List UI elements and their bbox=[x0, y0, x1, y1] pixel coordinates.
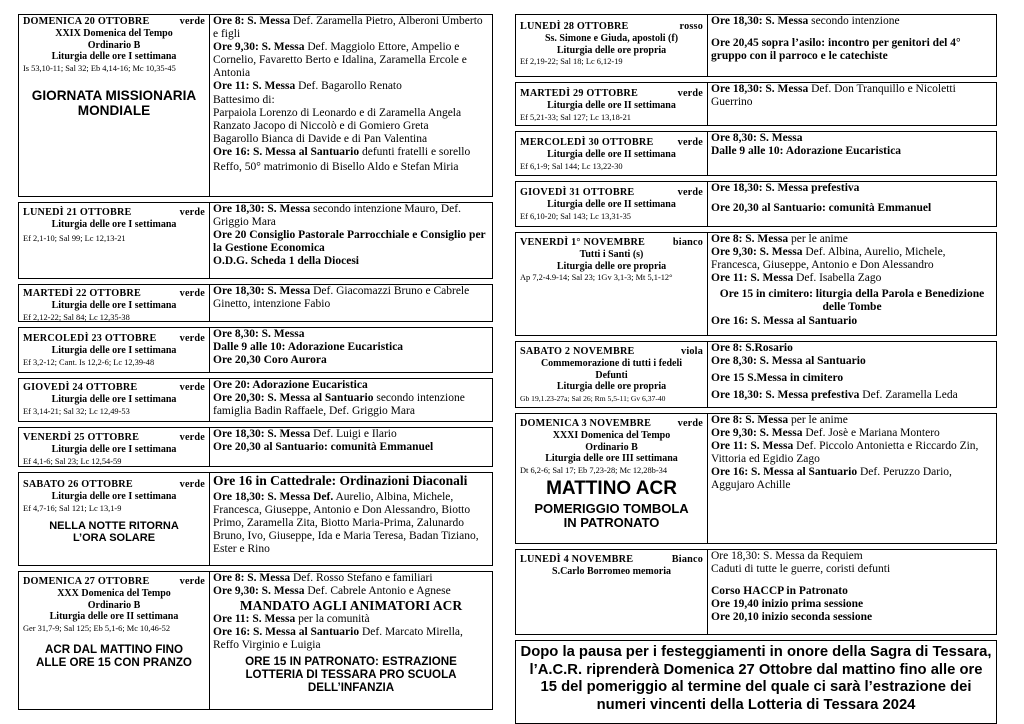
day-title: MERCOLEDÌ 30 OTTOBRE bbox=[520, 137, 654, 148]
event-text: defunti fratelli e sorello bbox=[359, 145, 471, 158]
event bbox=[711, 598, 993, 611]
event bbox=[711, 83, 993, 109]
event bbox=[213, 80, 489, 93]
event bbox=[711, 288, 993, 314]
event bbox=[213, 15, 489, 41]
events-cell bbox=[210, 328, 492, 372]
event bbox=[711, 563, 993, 576]
liturgy-line: Commemorazione di tutti i fedeli Defunti bbox=[540, 358, 683, 381]
liturgical-color: verde bbox=[677, 137, 703, 148]
day-header bbox=[520, 137, 703, 149]
event bbox=[213, 585, 489, 598]
day-row-2024-10-20 bbox=[18, 14, 493, 197]
event-bold: Ore 20,30: S. Messa al Santuario bbox=[213, 392, 374, 405]
event-bold: Ore 11: S. Messa bbox=[711, 440, 794, 453]
event-text: per le anime bbox=[788, 233, 848, 245]
right-column bbox=[515, 14, 997, 724]
event-text: Def. Bagarollo Renato bbox=[295, 80, 402, 93]
events-cell bbox=[708, 132, 996, 175]
event-bold: O.D.G. Scheda 1 della Diocesi bbox=[213, 255, 359, 268]
day-cell bbox=[19, 15, 210, 196]
liturgy-line: Liturgia delle ore I settimana bbox=[51, 394, 177, 405]
event bbox=[213, 354, 489, 367]
event bbox=[213, 255, 489, 268]
day-row-2024-11-03 bbox=[515, 413, 997, 544]
liturgy-line: Liturgia delle ore II settimana bbox=[49, 611, 179, 623]
day-title: LUNEDÌ 28 OTTOBRE bbox=[520, 21, 629, 32]
event bbox=[213, 341, 489, 354]
event-bold: Ore 20,30 al Santuario: comunità Emmanuel bbox=[213, 441, 434, 454]
day-header bbox=[520, 187, 703, 199]
event-text: Def. Piccolo Antonietta e Riccardo Zin, Vittoria ed Egidio Zago bbox=[711, 440, 979, 466]
event-text: Def. Rosso Stefano e familiari bbox=[290, 572, 433, 584]
liturgical-color: Bianco bbox=[671, 554, 703, 565]
events-cell bbox=[210, 285, 492, 321]
event-bold: MANDATO AGLI ANIMATORI ACR bbox=[239, 598, 463, 614]
events-cell bbox=[708, 342, 996, 407]
event-bold: Ore 8: S. Messa bbox=[213, 15, 291, 27]
events-cell bbox=[708, 15, 996, 76]
events-cell bbox=[210, 15, 492, 196]
event-bold: Ore 18,30: S. Messa bbox=[711, 83, 809, 95]
event bbox=[711, 427, 993, 440]
events-cell bbox=[210, 428, 492, 466]
event-bold: Ore 11: S. Messa bbox=[711, 272, 794, 285]
day-row-2024-10-31 bbox=[515, 181, 997, 227]
event bbox=[213, 441, 489, 454]
liturgy-line: Liturgia delle ore I settimana bbox=[51, 219, 177, 230]
event-text: Battesimo di: bbox=[213, 93, 275, 106]
event bbox=[711, 550, 993, 563]
event bbox=[213, 626, 489, 652]
event-bold: Ore 16: S. Messa al Santuario bbox=[711, 314, 858, 327]
liturgical-color: verde bbox=[179, 382, 205, 393]
event-bold: Ore 18,30: S. Messa bbox=[711, 15, 809, 27]
day-cell bbox=[516, 342, 708, 407]
event-text: Reffo, 50° matrimonio di Bisello Aldo e Stefan Miria bbox=[213, 161, 459, 174]
readings: Ef 2,12-22; Sal 84; Lc 12,35-38 bbox=[23, 312, 130, 322]
event-bold: Corso HACCP in Patronato bbox=[711, 585, 848, 598]
event-bold: Ore 9,30: S. Messa bbox=[213, 41, 305, 54]
liturgy-line: Liturgia delle ore I settimana bbox=[51, 51, 177, 63]
event bbox=[711, 576, 993, 585]
liturgical-color: verde bbox=[677, 187, 703, 198]
day-header bbox=[520, 237, 703, 249]
event-bold: Ore 18,30: S. Messa bbox=[213, 203, 311, 215]
liturgy-line: Liturgia delle ore II settimana bbox=[547, 100, 676, 111]
day-cell bbox=[516, 132, 708, 175]
event bbox=[711, 182, 993, 195]
day-header bbox=[520, 346, 703, 358]
event bbox=[711, 585, 993, 598]
special-note: ALLE ORE 15 CON PRANZO bbox=[36, 656, 192, 670]
event bbox=[711, 15, 993, 28]
event bbox=[711, 342, 993, 355]
event bbox=[213, 328, 489, 341]
day-title: LUNEDÌ 4 NOVEMBRE bbox=[520, 554, 634, 565]
special-note: GIORNATA MISSIONARIA MONDIALE bbox=[31, 87, 197, 118]
event-bold: Ore 20,10 inizio seconda sessione bbox=[711, 611, 873, 624]
liturgical-color: viola bbox=[681, 346, 703, 357]
event-bold: Ore 20 Consiglio Pastorale Parrocchiale e Consiglio per la Gestione Economica bbox=[213, 229, 486, 255]
day-cell bbox=[19, 428, 210, 466]
day-row-2024-10-23 bbox=[18, 327, 493, 373]
event-bold: ORE 15 IN PATRONATO: ESTRAZIONE LOTTERIA DI TESSARA PRO SCUOLA DELL’INFANZIA bbox=[245, 655, 457, 695]
liturgical-color: verde bbox=[179, 432, 205, 443]
day-cell bbox=[516, 550, 708, 634]
event-text: Def. Albina, Aurelio, Michele, Francesca, Giuseppe, Antonio e Don Alessandro bbox=[711, 246, 946, 272]
day-row-2024-10-24 bbox=[18, 378, 493, 422]
event-text: secondo intenzione Mauro, Def. Griggio Mara bbox=[213, 203, 461, 229]
event bbox=[213, 107, 489, 120]
liturgy-line: Ordinario B bbox=[87, 599, 141, 611]
liturgy-line: Liturgia delle ore propria bbox=[556, 44, 667, 56]
event-text: Def. Josè e Mariana Montero bbox=[802, 427, 940, 440]
day-title: SABATO 2 NOVEMBRE bbox=[520, 346, 635, 357]
day-cell bbox=[516, 233, 708, 335]
liturgy-line: XXX Domenica del Tempo bbox=[57, 588, 171, 599]
event-highlight bbox=[213, 473, 489, 489]
day-row-2024-10-22 bbox=[18, 284, 493, 322]
liturgy-line: Liturgia delle ore I settimana bbox=[51, 345, 177, 356]
event bbox=[213, 229, 489, 255]
event-text: Parpaiola Lorenzo di Leonardo e di Zaramella Angela bbox=[213, 106, 462, 119]
liturgy-line: Ss. Simone e Giuda, apostoli (f) bbox=[544, 33, 679, 44]
event-bold: Ore 8: S. Messa bbox=[711, 414, 789, 426]
special-note: ACR DAL MATTINO FINO bbox=[44, 642, 184, 656]
event-bold: Ore 16: S. Messa al Santuario bbox=[213, 145, 360, 158]
event-bold: Ore 15 in cimitero: liturgia della Parola e Benedizione delle Tombe bbox=[719, 288, 985, 314]
event-bold: Ore 16: S. Messa al Santuario bbox=[711, 466, 858, 479]
liturgy-line: Liturgia delle ore II settimana bbox=[547, 199, 676, 210]
day-title: DOMENICA 27 OTTOBRE bbox=[23, 576, 150, 587]
events-cell bbox=[210, 203, 492, 278]
day-title: MARTEDÌ 22 OTTOBRE bbox=[23, 288, 141, 299]
special-note: L’ORA SOLARE bbox=[72, 532, 156, 545]
readings: Gb 19,1.23-27a; Sal 26; Rm 5,5-11; Gv 6,37-40 bbox=[520, 393, 666, 403]
event bbox=[213, 133, 489, 146]
readings: Ef 3,14-21; Sal 32; Lc 12,49-53 bbox=[23, 406, 130, 416]
event-bold: Ore 18,30: S. Messa bbox=[213, 285, 311, 297]
liturgy-line: S.Carlo Borromeo memoria bbox=[552, 566, 671, 577]
liturgical-color: verde bbox=[179, 16, 205, 27]
readings: Is 53,10-11; Sal 32; Eb 4,14-16; Mc 10,35-45 bbox=[23, 63, 176, 73]
events-cell bbox=[708, 414, 996, 543]
event bbox=[711, 132, 993, 145]
event bbox=[711, 246, 993, 272]
day-row-2024-10-30 bbox=[515, 131, 997, 176]
day-row-2024-10-26 bbox=[18, 472, 493, 566]
events-cell bbox=[708, 83, 996, 125]
event-text: secondo intenzione famiglia Badin Raffaele, Def. Griggio Mara bbox=[213, 392, 465, 418]
liturgical-color: verde bbox=[179, 333, 205, 344]
event bbox=[213, 379, 489, 392]
special-note: IN PATRONATO bbox=[563, 515, 660, 531]
event-text: Def. Marcato Mirella, Reffo Virginio e Luigia bbox=[213, 626, 463, 652]
special-note: NELLA NOTTE RITORNA bbox=[49, 519, 179, 532]
liturgical-color: verde bbox=[179, 576, 205, 587]
events-cell bbox=[210, 379, 492, 421]
event bbox=[213, 161, 489, 174]
event bbox=[213, 41, 489, 80]
event-bold: Ore 18,30: S. Messa Def. bbox=[213, 491, 334, 503]
event-text: Bagarollo Bianca di Davide e di Pan Valentina bbox=[213, 132, 428, 145]
event-bold: Ore 16: S. Messa al Santuario bbox=[213, 626, 360, 639]
event-text: Def. Giacomazzi Bruno e Cabrele Ginetto, intenzione Fabio bbox=[213, 285, 470, 311]
day-cell bbox=[19, 328, 210, 372]
day-title: GIOVEDÌ 24 OTTOBRE bbox=[23, 382, 138, 393]
day-title: GIOVEDÌ 31 OTTOBRE bbox=[520, 187, 635, 198]
day-row-2024-11-01 bbox=[515, 232, 997, 336]
special-note: POMERIGGIO TOMBOLA bbox=[534, 500, 689, 516]
event bbox=[213, 572, 489, 585]
event-text: Def. Zaramella Pietro, Alberoni Umberto e figli bbox=[213, 15, 483, 41]
liturgy-line: XXXI Domenica del Tempo bbox=[552, 430, 671, 441]
liturgy-line: XXIX Domenica del Tempo bbox=[55, 28, 173, 39]
event-highlight bbox=[213, 655, 489, 694]
event bbox=[711, 414, 993, 427]
event-bold: Ore 9,30: S. Messa bbox=[711, 427, 803, 440]
events-cell bbox=[210, 473, 492, 565]
special-note: MATTINO ACR bbox=[546, 477, 677, 499]
event bbox=[213, 392, 489, 418]
event bbox=[213, 120, 489, 133]
day-row-2024-10-28 bbox=[515, 14, 997, 77]
liturgical-color: rosso bbox=[679, 21, 703, 32]
liturgy-line: Ordinario B bbox=[87, 39, 141, 51]
event-bold: Ore 9,30: S. Messa bbox=[711, 246, 803, 259]
event bbox=[711, 611, 993, 624]
event bbox=[711, 372, 993, 385]
day-cell bbox=[19, 203, 210, 278]
liturgical-color: verde bbox=[179, 207, 205, 218]
event bbox=[711, 37, 993, 63]
event-bold: Ore 19,40 inizio prima sessione bbox=[711, 598, 864, 611]
event bbox=[711, 272, 993, 285]
day-header bbox=[520, 88, 703, 100]
day-cell bbox=[19, 473, 210, 565]
event bbox=[711, 233, 993, 246]
day-row-2024-10-27 bbox=[18, 571, 493, 710]
day-header bbox=[520, 554, 703, 566]
event bbox=[711, 466, 993, 492]
event-bold: Ore 8,30: S. Messa bbox=[213, 328, 305, 340]
event bbox=[213, 491, 489, 556]
day-row-2024-10-29 bbox=[515, 82, 997, 126]
event bbox=[213, 613, 489, 626]
events-cell bbox=[708, 182, 996, 226]
event bbox=[213, 428, 489, 441]
readings: Ef 2,19-22; Sal 18; Lc 6,12-19 bbox=[520, 57, 623, 67]
event bbox=[711, 145, 993, 158]
event-text: Def. Cabrele Antonio e Agnese bbox=[304, 585, 451, 598]
event-highlight bbox=[213, 598, 489, 613]
liturgy-line: Liturgia delle ore I settimana bbox=[51, 300, 177, 311]
day-row-2024-10-21 bbox=[18, 202, 493, 279]
event-bold: Ore 20: Adorazione Eucaristica bbox=[213, 379, 368, 391]
event bbox=[711, 355, 993, 368]
event-bold: Dalle 9 alle 10: Adorazione Eucaristica bbox=[213, 341, 404, 354]
liturgy-line: Liturgia delle ore propria bbox=[556, 260, 667, 272]
event-bold: Ore 8: S.Rosario bbox=[711, 342, 793, 354]
day-header bbox=[23, 479, 205, 491]
event bbox=[213, 146, 489, 159]
liturgy-line: Liturgia delle ore III settimana bbox=[545, 453, 678, 465]
event-bold: Ore 20,45 sopra l’asilo: incontro per genitori del 4° gruppo con il parroco e le catechiste bbox=[711, 37, 961, 63]
readings: Ef 4,7-16; Sal 121; Lc 13,1-9 bbox=[23, 503, 122, 513]
event bbox=[711, 315, 993, 328]
events-cell bbox=[708, 550, 996, 634]
liturgy-line: Ordinario B bbox=[585, 441, 638, 453]
day-row-2024-11-04 bbox=[515, 549, 997, 635]
day-cell bbox=[19, 379, 210, 421]
event-text: Def. Luigi e Ilario bbox=[310, 428, 397, 440]
event bbox=[213, 94, 489, 107]
event-text: Def. Zaramella Leda bbox=[859, 389, 958, 402]
readings: Ef 6,10-20; Sal 143; Lc 13,31-35 bbox=[520, 211, 631, 221]
event-text: per le anime bbox=[788, 414, 848, 426]
day-header bbox=[23, 288, 205, 300]
event-text: Ore 18,30: S. Messa da Requiem bbox=[711, 550, 863, 562]
day-title: MERCOLEDÌ 23 OTTOBRE bbox=[23, 333, 157, 344]
readings: Dt 6,2-6; Sal 17; Eb 7,23-28; Mc 12,28b-34 bbox=[520, 465, 668, 475]
event-text: Aurelio, Albina, Michele, Francesca, Giuseppe, Antonio e Don Alessandro, Biotto Primo, Zaramella Zita, Biotto Maria-Prima, Zalunardo Bruno, Ivo, Giuseppe, Ida e Maria Teresa, Badan Tiziano, Ester e Rino bbox=[213, 491, 479, 556]
event-bold: Ore 9,30: S. Messa bbox=[213, 585, 305, 598]
readings: Ef 2,1-10; Sal 99; Lc 12,13-21 bbox=[23, 233, 126, 243]
liturgy-line: Liturgia delle ore I settimana bbox=[51, 491, 177, 502]
event-bold: Ore 11: S. Messa bbox=[213, 80, 296, 93]
event-bold: Ore 16 in Cattedrale: Ordinazioni Diaconali bbox=[213, 473, 468, 488]
day-header bbox=[23, 382, 205, 394]
readings: Ger 31,7-9; Sal 125; Eb 5,1-6; Mc 10,46-52 bbox=[23, 623, 171, 633]
acr-notice: Dopo la pausa per i festeggiamenti in onore della Sagra di Tessara, l’A.C.R. riprenderà Domenica 27 Ottobre dal mattino fino alle ore 15 del pomeriggio al termine del quale ci sarà l’estrazione dei numeri vincenti della Lotteria di Tessara 2024 bbox=[515, 640, 997, 724]
day-title: MARTEDÌ 29 OTTOBRE bbox=[520, 88, 638, 99]
readings: Ef 4,1-6; Sal 23; Lc 12,54-59 bbox=[23, 456, 122, 466]
day-header bbox=[23, 333, 205, 345]
readings: Ef 6,1-9; Sal 144; Lc 13,22-30 bbox=[520, 161, 623, 171]
liturgy-line: Tutti i Santi (s) bbox=[579, 249, 644, 260]
event-bold: Ore 8: S. Messa bbox=[213, 572, 291, 584]
liturgical-color: verde bbox=[677, 88, 703, 99]
day-title: VENERDÌ 1° NOVEMBRE bbox=[520, 237, 646, 248]
event-text: Def. Don Tranquillo e Nicoletti Guerrino bbox=[711, 83, 956, 109]
day-header bbox=[23, 576, 205, 588]
event-bold: Ore 11: S. Messa bbox=[213, 613, 296, 626]
event-text: Ranzato Jacopo di Niccolò e di Gomiero Greta bbox=[213, 119, 429, 132]
readings: Ef 3,2-12; Cant. Is 12,2-6; Lc 12,39-48 bbox=[23, 357, 155, 367]
event-text: secondo intenzione bbox=[808, 15, 900, 27]
event bbox=[213, 203, 489, 229]
day-cell bbox=[516, 83, 708, 125]
event bbox=[711, 202, 993, 215]
event bbox=[711, 389, 993, 402]
events-cell bbox=[708, 233, 996, 335]
readings: Ef 5,21-33; Sal 127; Lc 13,18-21 bbox=[520, 112, 631, 122]
liturgy-line: Liturgia delle ore I settimana bbox=[51, 444, 177, 455]
event-bold: Ore 15 S.Messa in cimitero bbox=[711, 372, 844, 385]
day-header bbox=[520, 21, 703, 33]
event bbox=[213, 285, 489, 311]
event bbox=[711, 440, 993, 466]
day-row-2024-11-02 bbox=[515, 341, 997, 408]
day-header bbox=[520, 418, 703, 430]
liturgy-line: Liturgia delle ore propria bbox=[556, 381, 667, 393]
day-header bbox=[23, 16, 205, 28]
day-title: VENERDÌ 25 OTTOBRE bbox=[23, 432, 140, 443]
event-text: Def. Maggiolo Ettore, Ampelio e Cornelio, Favaretto Berto e Idalina, Zaramella Ercole e Antonia bbox=[213, 41, 467, 80]
readings: Ap 7,2-4.9-14; Sal 23; 1Gv 3,1-3; Mt 5,1-12° bbox=[520, 273, 673, 283]
day-row-2024-10-25 bbox=[18, 427, 493, 467]
event-bold: Dalle 9 alle 10: Adorazione Eucaristica bbox=[711, 145, 902, 158]
liturgical-color: verde bbox=[179, 288, 205, 299]
liturgical-color: verde bbox=[677, 418, 703, 429]
day-header bbox=[23, 207, 205, 219]
left-column bbox=[18, 14, 493, 710]
event-text: Def. Peruzzo Dario, Aggujaro Achille bbox=[711, 466, 952, 492]
day-title: DOMENICA 3 NOVEMBRE bbox=[520, 418, 652, 429]
day-cell bbox=[516, 414, 708, 543]
day-cell bbox=[516, 182, 708, 226]
event-text: per la comunità bbox=[295, 613, 370, 626]
event-bold: Ore 8,30: S. Messa al Santuario bbox=[711, 355, 866, 368]
day-title: SABATO 26 OTTOBRE bbox=[23, 479, 133, 490]
event-bold: Ore 20,30 al Santuario: comunità Emmanuel bbox=[711, 202, 932, 215]
event-bold: Ore 18,30: S. Messa bbox=[213, 428, 311, 440]
day-cell bbox=[516, 15, 708, 76]
day-title: LUNEDÌ 21 OTTOBRE bbox=[23, 207, 132, 218]
event-bold: Ore 20,30 Coro Aurora bbox=[213, 354, 327, 367]
event-text: Caduti di tutte le guerre, coristi defunti bbox=[711, 563, 891, 576]
event-bold: Ore 18,30: S. Messa prefestiva bbox=[711, 182, 860, 194]
events-cell bbox=[210, 572, 492, 709]
liturgy-line: Liturgia delle ore II settimana bbox=[547, 149, 676, 160]
liturgical-color: verde bbox=[179, 479, 205, 490]
event-bold: Ore 8,30: S. Messa bbox=[711, 132, 803, 144]
day-cell bbox=[19, 572, 210, 709]
event-bold: Ore 18,30: S. Messa prefestiva bbox=[711, 389, 860, 402]
event-bold: Ore 8: S. Messa bbox=[711, 233, 789, 245]
day-title: DOMENICA 20 OTTOBRE bbox=[23, 16, 150, 27]
liturgical-color: bianco bbox=[672, 237, 703, 248]
event-text: Def. Isabella Zago bbox=[793, 272, 882, 285]
day-cell bbox=[19, 285, 210, 321]
day-header bbox=[23, 432, 205, 444]
